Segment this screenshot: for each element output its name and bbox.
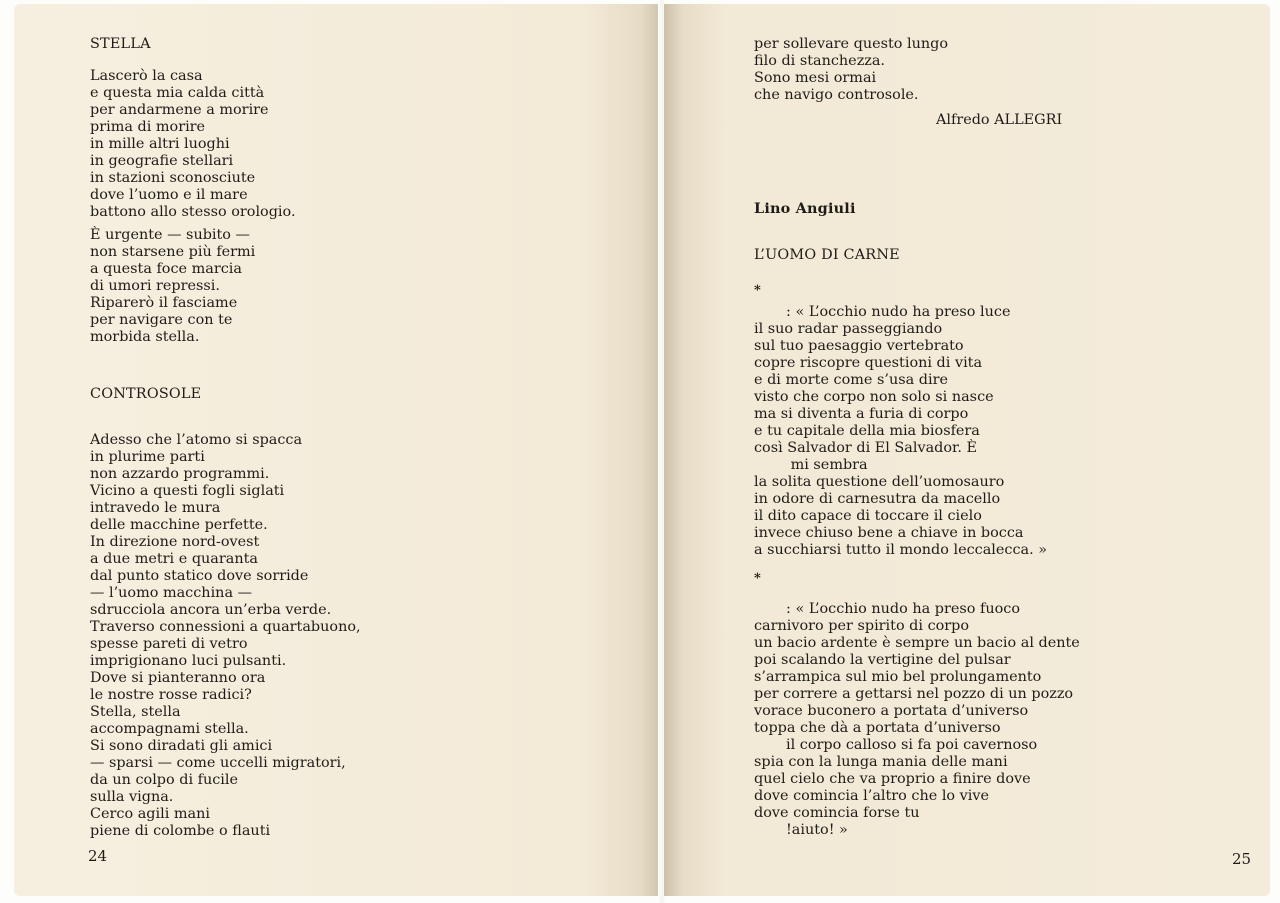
uomo-section-2 [754,601,1080,839]
poem-line: dove comincia l’altro che lo vive [754,788,990,804]
poem-line: le nostre rosse radici? [90,687,252,703]
poem-line: sul tuo paesaggio vertebrato [754,338,964,354]
poem-line: mi sembra [754,457,868,473]
right-page [664,4,1270,896]
poem-line: in mille altri luoghi [90,136,230,152]
poem-line: morbida stella. [90,329,200,345]
poem-line: invece chiuso bene a chiave in bocca [754,525,1024,541]
poem-line: — sparsi — come uccelli migratori, [90,755,346,771]
poem-line: spia con la lunga mania delle mani [754,754,1008,770]
page-number-right: 25 [1232,850,1252,868]
poem-line: copre riscopre questioni di vita [754,355,983,371]
controsole-ending [754,36,948,104]
controsole-lines [90,432,361,840]
poem-line: non starsene più fermi [90,244,256,260]
poem-line: toppa che dà a portata d’universo [754,720,1001,736]
poem-line: filo di stanchezza. [754,53,886,69]
poem-line: dove comincia forse tu [754,805,920,821]
poem-line: la solita questione dell’uomosauro [754,474,1005,490]
poem-line: Sono mesi ormai [754,70,877,86]
poem-line: : « L’occhio nudo ha preso luce [754,304,1011,320]
poem-line: poi scalando la vertigine del pulsar [754,652,1011,668]
poem-line: Si sono diradati gli amici [90,738,273,754]
poem-line: Stella, stella [90,704,181,720]
poem-line: che navigo controsole. [754,87,919,103]
poem-line: per navigare con te [90,312,233,328]
poem-line: dal punto statico dove sorride [90,568,309,584]
poem-line: Adesso che l’atomo si spacca [90,432,303,448]
poem-line: non azzardo programmi. [90,466,270,482]
stella-stanza-1 [90,68,296,221]
poem-line: per correre a gettarsi nel pozzo di un pozzo [754,686,1074,702]
poem-line: Riparerò il fasciame [90,295,238,311]
poem-line: quel cielo che va proprio a finire dove [754,771,1031,787]
section-asterisk-1: * [754,283,761,298]
poem-line: da un colpo di fucile [90,772,239,788]
poem-line: dove l’uomo e il mare [90,187,248,203]
poem-line: e di morte come s’usa dire [754,372,948,388]
poem-line: il dito capace di toccare il cielo [754,508,982,524]
poem-line: prima di morire [90,119,206,135]
poem-line: Vicino a questi fogli siglati [90,483,285,499]
poem-line: spesse pareti di vetro [90,636,248,652]
poem-line: e tu capitale della mia biosfera [754,423,980,439]
poem-line: Traverso connessioni a quartabuono, [90,619,361,635]
poem-line: il suo radar passeggiando [754,321,943,337]
poem-line: il corpo calloso si fa poi cavernoso [754,737,1038,753]
poem-line: così Salvador di El Salvador. È [754,440,978,456]
poem-line: : « L’occhio nudo ha preso fuoco [754,601,1021,617]
poem-line: battono allo stesso orologio. [90,204,296,220]
poem-line: vorace buconero a portata d’universo [754,703,1029,719]
poem-line: in stazioni sconosciute [90,170,256,186]
poem-line: piene di colombe o flauti [90,823,271,839]
poem-line: sdrucciola ancora un’erba verde. [90,602,332,618]
poem-line: in plurime parti [90,449,205,465]
poem-line: accompagnami stella. [90,721,249,737]
poem-line: Dove si pianteranno ora [90,670,266,686]
poem-line: e questa mia calda città [90,85,265,101]
page-number-left: 24 [88,847,108,865]
section-asterisk-2: * [754,571,761,586]
left-page [14,4,660,896]
poem-line: Lascerò la casa [90,68,203,84]
poem-line: un bacio ardente è sempre un bacio al dente [754,635,1080,651]
poem-line: sulla vigna. [90,789,174,805]
poem-line: — l’uomo macchina — [90,585,252,601]
signature-alfredo-allegri: Alfredo ALLEGRI [936,112,1063,128]
poem-line: !aiuto! » [754,822,848,838]
poem-line: In direzione nord-ovest [90,534,260,550]
poem-line: a questa foce marcia [90,261,242,277]
poem-line: Cerco agili mani [90,806,210,822]
author-name: Lino Angiuli [754,200,856,217]
stella-stanza-2 [90,227,255,346]
uomo-section-1 [754,304,1047,559]
poem-line: per andarmene a morire [90,102,269,118]
poem-line: di umori repressi. [90,278,220,294]
poem-line: ma si diventa a furia di corpo [754,406,969,422]
poem-title-stella: STELLA [90,36,151,52]
poem-line: visto che corpo non solo si nasce [754,389,994,405]
poem-line: in geografie stellari [90,153,234,169]
poem-line: carnivoro per spirito di corpo [754,618,970,634]
poem-line: È urgente — subito — [90,227,250,243]
poem-line: a due metri e quaranta [90,551,258,567]
poem-line: imprigionano luci pulsanti. [90,653,287,669]
poem-title-controsole: CONTROSOLE [90,386,202,402]
poem-line: in odore di carnesutra da macello [754,491,1001,507]
poem-line: intravedo le mura [90,500,221,516]
poem-line: delle macchine perfette. [90,517,268,533]
poem-line: a succhiarsi tutto il mondo leccalecca. » [754,542,1048,558]
poem-line: s’arrampica sul mio bel prolungamento [754,669,1042,685]
poem-title-uomo-di-carne: L’UOMO DI CARNE [754,247,900,263]
poem-line: per sollevare questo lungo [754,36,949,52]
